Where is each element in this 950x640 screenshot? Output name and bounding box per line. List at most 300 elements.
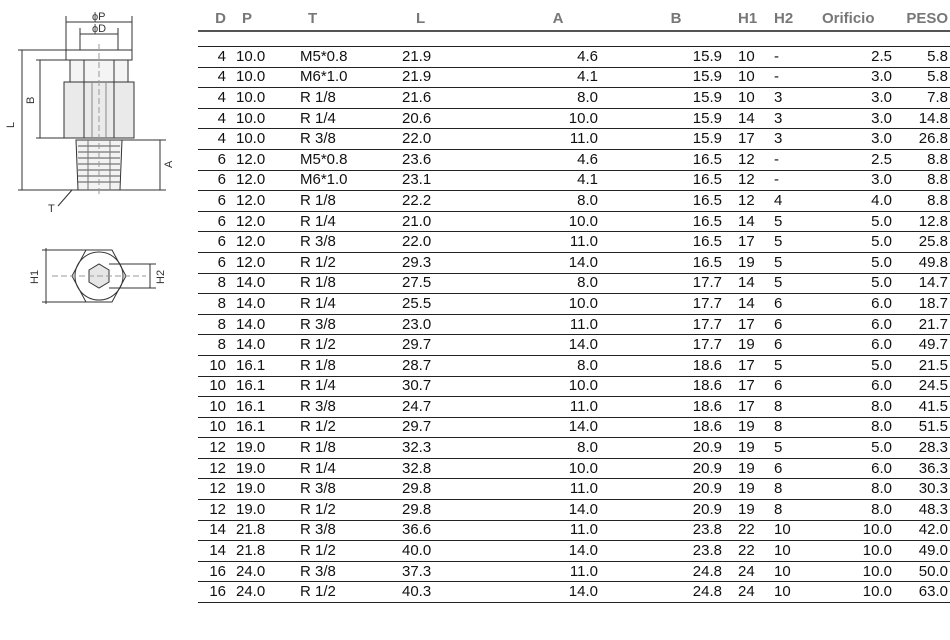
- cell-h1: 19: [724, 479, 770, 500]
- cell-a: 11.0: [488, 129, 600, 150]
- cell-b: 18.6: [600, 376, 724, 397]
- cell-l: 29.3: [390, 252, 488, 273]
- cell-h2: 5: [770, 438, 816, 459]
- dim-t-label: T: [48, 203, 55, 215]
- col-header-d: D: [198, 0, 228, 31]
- cell-t: R 1/2: [294, 335, 390, 356]
- cell-b: 20.9: [600, 458, 724, 479]
- cell-d: 16: [198, 582, 228, 603]
- cell-t: R 3/8: [294, 479, 390, 500]
- cell-orificio: 5.0: [816, 355, 894, 376]
- cell-p: 19.0: [228, 479, 294, 500]
- cell-l: 21.6: [390, 88, 488, 109]
- cell-t: R 1/8: [294, 355, 390, 376]
- dimensions-table: [198, 0, 950, 603]
- cell-p: 12.0: [228, 232, 294, 253]
- cell-p: 21.8: [228, 520, 294, 541]
- cell-orificio: 10.0: [816, 520, 894, 541]
- cell-l: 32.3: [390, 438, 488, 459]
- cell-orificio: 5.0: [816, 438, 894, 459]
- cell-t: R 1/4: [294, 294, 390, 315]
- cell-t: M6*1.0: [294, 170, 390, 191]
- cell-d: 16: [198, 561, 228, 582]
- cell-d: 12: [198, 500, 228, 521]
- table-row: [198, 500, 950, 521]
- cell-b: 23.8: [600, 520, 724, 541]
- cell-p: 10.0: [228, 47, 294, 68]
- cell-d: 4: [198, 67, 228, 88]
- cell-orificio: 6.0: [816, 458, 894, 479]
- cell-t: R 1/8: [294, 191, 390, 212]
- cell-l: 24.7: [390, 397, 488, 418]
- cell-b: 18.6: [600, 355, 724, 376]
- cell-d: 10: [198, 417, 228, 438]
- cell-h2: -: [770, 47, 816, 68]
- cell-h2: 10: [770, 582, 816, 603]
- dimensions-table-wrapper: [198, 0, 948, 603]
- table-row: [198, 47, 950, 68]
- cell-h1: 19: [724, 417, 770, 438]
- cell-t: R 1/2: [294, 417, 390, 438]
- cell-peso: 12.8: [894, 211, 950, 232]
- cell-h2: 5: [770, 355, 816, 376]
- cell-peso: 5.8: [894, 47, 950, 68]
- cell-peso: 21.5: [894, 355, 950, 376]
- cell-t: R 1/8: [294, 273, 390, 294]
- cell-b: 16.5: [600, 252, 724, 273]
- cell-p: 10.0: [228, 67, 294, 88]
- cell-peso: 63.0: [894, 582, 950, 603]
- cell-d: 10: [198, 376, 228, 397]
- cell-b: 17.7: [600, 273, 724, 294]
- cell-h2: 10: [770, 541, 816, 562]
- table-row: [198, 397, 950, 418]
- cell-peso: 36.3: [894, 458, 950, 479]
- cell-h1: 14: [724, 294, 770, 315]
- table-row: [198, 108, 950, 129]
- cell-h2: 5: [770, 232, 816, 253]
- cell-orificio: 6.0: [816, 335, 894, 356]
- cell-d: 10: [198, 397, 228, 418]
- table-row: [198, 417, 950, 438]
- cell-h2: 3: [770, 129, 816, 150]
- col-header-orificio: Orificio: [816, 0, 894, 31]
- cell-h2: 8: [770, 417, 816, 438]
- cell-peso: 26.8: [894, 129, 950, 150]
- table-row: [198, 273, 950, 294]
- cell-orificio: 8.0: [816, 397, 894, 418]
- col-header-t: T: [294, 0, 390, 31]
- cell-d: 12: [198, 458, 228, 479]
- cell-d: 10: [198, 355, 228, 376]
- cell-p: 14.0: [228, 294, 294, 315]
- cell-h2: 8: [770, 397, 816, 418]
- cell-h2: 6: [770, 294, 816, 315]
- cell-p: 19.0: [228, 458, 294, 479]
- cell-t: R 1/8: [294, 438, 390, 459]
- cell-peso: 41.5: [894, 397, 950, 418]
- cell-d: 4: [198, 129, 228, 150]
- cell-b: 20.9: [600, 500, 724, 521]
- table-row: [198, 458, 950, 479]
- cell-h2: 6: [770, 376, 816, 397]
- cell-orificio: 8.0: [816, 500, 894, 521]
- cell-orificio: 10.0: [816, 561, 894, 582]
- cell-h1: 19: [724, 335, 770, 356]
- cell-p: 16.1: [228, 376, 294, 397]
- cell-orificio: 5.0: [816, 252, 894, 273]
- cell-l: 23.1: [390, 170, 488, 191]
- table-row: [198, 479, 950, 500]
- cell-peso: 42.0: [894, 520, 950, 541]
- cell-peso: 30.3: [894, 479, 950, 500]
- cell-b: 17.7: [600, 335, 724, 356]
- cell-d: 4: [198, 47, 228, 68]
- cell-a: 10.0: [488, 458, 600, 479]
- cell-a: 4.1: [488, 170, 600, 191]
- cell-p: 10.0: [228, 129, 294, 150]
- cell-b: 20.9: [600, 438, 724, 459]
- cell-peso: 8.8: [894, 191, 950, 212]
- cell-p: 10.0: [228, 108, 294, 129]
- cell-orificio: 3.0: [816, 170, 894, 191]
- cell-p: 24.0: [228, 561, 294, 582]
- cell-d: 14: [198, 541, 228, 562]
- table-row: [198, 129, 950, 150]
- table-row: [198, 582, 950, 603]
- cell-t: R 1/2: [294, 252, 390, 273]
- cell-a: 4.1: [488, 67, 600, 88]
- cell-p: 24.0: [228, 582, 294, 603]
- cell-b: 16.5: [600, 232, 724, 253]
- cell-d: 4: [198, 88, 228, 109]
- cell-l: 27.5: [390, 273, 488, 294]
- cell-orificio: 4.0: [816, 191, 894, 212]
- dim-phi-d-label: ϕD: [92, 23, 107, 35]
- cell-p: 14.0: [228, 314, 294, 335]
- cell-h1: 17: [724, 232, 770, 253]
- table-row: [198, 335, 950, 356]
- cell-l: 29.7: [390, 417, 488, 438]
- cell-orificio: 2.5: [816, 149, 894, 170]
- cell-a: 14.0: [488, 335, 600, 356]
- cell-orificio: 5.0: [816, 232, 894, 253]
- cell-h2: 5: [770, 273, 816, 294]
- table-row: [198, 520, 950, 541]
- col-header-p: P: [228, 0, 294, 31]
- cell-a: 4.6: [488, 47, 600, 68]
- cell-h1: 24: [724, 561, 770, 582]
- cell-l: 25.5: [390, 294, 488, 315]
- cell-p: 12.0: [228, 149, 294, 170]
- cell-d: 6: [198, 149, 228, 170]
- cell-h2: 6: [770, 458, 816, 479]
- cell-l: 22.0: [390, 232, 488, 253]
- cell-h1: 17: [724, 397, 770, 418]
- cell-h1: 12: [724, 191, 770, 212]
- cell-p: 14.0: [228, 273, 294, 294]
- cell-b: 17.7: [600, 294, 724, 315]
- cell-orificio: 5.0: [816, 211, 894, 232]
- cell-t: R 3/8: [294, 314, 390, 335]
- col-header-h2: H2: [770, 0, 816, 31]
- cell-peso: 8.8: [894, 149, 950, 170]
- cell-a: 14.0: [488, 541, 600, 562]
- table-row: [198, 294, 950, 315]
- dim-h2-label: H2: [155, 269, 167, 284]
- cell-peso: 18.7: [894, 294, 950, 315]
- cell-peso: 25.8: [894, 232, 950, 253]
- cell-d: 6: [198, 170, 228, 191]
- dim-l-label: L: [5, 121, 17, 128]
- cell-t: R 3/8: [294, 129, 390, 150]
- cell-h1: 19: [724, 458, 770, 479]
- cell-d: 8: [198, 314, 228, 335]
- cell-l: 21.9: [390, 47, 488, 68]
- cell-b: 15.9: [600, 108, 724, 129]
- cell-a: 8.0: [488, 88, 600, 109]
- table-row: [198, 314, 950, 335]
- cell-h2: 6: [770, 314, 816, 335]
- cell-h2: 3: [770, 108, 816, 129]
- cell-peso: 51.5: [894, 417, 950, 438]
- fitting-drawing: [0, 0, 200, 640]
- cell-b: 15.9: [600, 67, 724, 88]
- cell-a: 11.0: [488, 232, 600, 253]
- table-body: [198, 31, 950, 603]
- cell-h1: 22: [724, 541, 770, 562]
- table-spacer-row: [198, 31, 950, 47]
- cell-b: 15.9: [600, 129, 724, 150]
- cell-b: 16.5: [600, 191, 724, 212]
- cell-peso: 21.7: [894, 314, 950, 335]
- cell-l: 23.0: [390, 314, 488, 335]
- cell-a: 14.0: [488, 582, 600, 603]
- cell-l: 40.3: [390, 582, 488, 603]
- cell-d: 8: [198, 273, 228, 294]
- cell-orificio: 2.5: [816, 47, 894, 68]
- cell-a: 14.0: [488, 417, 600, 438]
- cell-h1: 10: [724, 88, 770, 109]
- cell-p: 10.0: [228, 88, 294, 109]
- cell-orificio: 3.0: [816, 108, 894, 129]
- col-header-peso: PESO: [894, 0, 950, 31]
- table-row: [198, 232, 950, 253]
- cell-orificio: 8.0: [816, 479, 894, 500]
- cell-h1: 19: [724, 438, 770, 459]
- cell-l: 29.8: [390, 479, 488, 500]
- cell-p: 12.0: [228, 211, 294, 232]
- cell-h1: 19: [724, 252, 770, 273]
- cell-p: 21.8: [228, 541, 294, 562]
- cell-d: 6: [198, 211, 228, 232]
- cell-t: M5*0.8: [294, 149, 390, 170]
- cell-p: 12.0: [228, 191, 294, 212]
- cell-peso: 49.8: [894, 252, 950, 273]
- cell-peso: 14.7: [894, 273, 950, 294]
- col-header-a: A: [488, 0, 600, 31]
- cell-d: 14: [198, 520, 228, 541]
- cell-l: 20.6: [390, 108, 488, 129]
- cell-p: 16.1: [228, 355, 294, 376]
- cell-orificio: 6.0: [816, 294, 894, 315]
- col-header-b: B: [600, 0, 724, 31]
- cell-l: 30.7: [390, 376, 488, 397]
- table-row: [198, 211, 950, 232]
- cell-t: R 3/8: [294, 232, 390, 253]
- table-row: [198, 355, 950, 376]
- cell-b: 24.8: [600, 582, 724, 603]
- cell-d: 6: [198, 191, 228, 212]
- cell-p: 16.1: [228, 397, 294, 418]
- cell-l: 28.7: [390, 355, 488, 376]
- cell-d: 6: [198, 232, 228, 253]
- cell-h2: -: [770, 170, 816, 191]
- cell-l: 29.8: [390, 500, 488, 521]
- table-row: [198, 252, 950, 273]
- cell-t: R 1/4: [294, 108, 390, 129]
- cell-b: 18.6: [600, 397, 724, 418]
- cell-a: 11.0: [488, 479, 600, 500]
- cell-l: 23.6: [390, 149, 488, 170]
- cell-p: 16.1: [228, 417, 294, 438]
- cell-h2: -: [770, 67, 816, 88]
- cell-p: 19.0: [228, 500, 294, 521]
- cell-a: 11.0: [488, 314, 600, 335]
- cell-t: R 3/8: [294, 397, 390, 418]
- cell-peso: 8.8: [894, 170, 950, 191]
- cell-t: R 1/4: [294, 376, 390, 397]
- cell-b: 24.8: [600, 561, 724, 582]
- cell-a: 14.0: [488, 252, 600, 273]
- cell-h1: 10: [724, 67, 770, 88]
- cell-orificio: 3.0: [816, 88, 894, 109]
- cell-a: 14.0: [488, 500, 600, 521]
- table-row: [198, 149, 950, 170]
- cell-b: 16.5: [600, 211, 724, 232]
- cell-h1: 17: [724, 314, 770, 335]
- dim-h1-label: H1: [29, 269, 41, 284]
- table-row: [198, 561, 950, 582]
- cell-t: R 1/8: [294, 88, 390, 109]
- cell-peso: 24.5: [894, 376, 950, 397]
- cell-h1: 12: [724, 170, 770, 191]
- cell-orificio: 3.0: [816, 129, 894, 150]
- cell-l: 36.6: [390, 520, 488, 541]
- cell-d: 8: [198, 294, 228, 315]
- cell-peso: 49.7: [894, 335, 950, 356]
- cell-h2: 5: [770, 211, 816, 232]
- cell-b: 20.9: [600, 479, 724, 500]
- cell-t: R 1/2: [294, 500, 390, 521]
- cell-p: 12.0: [228, 170, 294, 191]
- cell-a: 8.0: [488, 273, 600, 294]
- cell-orificio: 8.0: [816, 417, 894, 438]
- cell-orificio: 10.0: [816, 541, 894, 562]
- table-row: [198, 191, 950, 212]
- cell-peso: 5.8: [894, 67, 950, 88]
- cell-t: R 1/2: [294, 582, 390, 603]
- cell-b: 17.7: [600, 314, 724, 335]
- cell-d: 6: [198, 252, 228, 273]
- cell-h2: 6: [770, 335, 816, 356]
- cell-l: 21.9: [390, 67, 488, 88]
- cell-a: 11.0: [488, 520, 600, 541]
- col-header-h1: H1: [724, 0, 770, 31]
- table-row: [198, 170, 950, 191]
- table-row: [198, 88, 950, 109]
- cell-b: 18.6: [600, 417, 724, 438]
- cell-a: 10.0: [488, 211, 600, 232]
- cell-l: 29.7: [390, 335, 488, 356]
- cell-h1: 19: [724, 500, 770, 521]
- cell-a: 10.0: [488, 108, 600, 129]
- cell-h1: 10: [724, 47, 770, 68]
- cell-a: 8.0: [488, 438, 600, 459]
- cell-orificio: 6.0: [816, 314, 894, 335]
- cell-b: 16.5: [600, 170, 724, 191]
- cell-h1: 14: [724, 108, 770, 129]
- cell-t: R 3/8: [294, 520, 390, 541]
- cell-h1: 24: [724, 582, 770, 603]
- cell-l: 21.0: [390, 211, 488, 232]
- table-row: [198, 541, 950, 562]
- cell-t: M6*1.0: [294, 67, 390, 88]
- cell-h2: 10: [770, 561, 816, 582]
- cell-t: R 1/4: [294, 211, 390, 232]
- cell-d: 12: [198, 438, 228, 459]
- cell-l: 22.2: [390, 191, 488, 212]
- cell-a: 8.0: [488, 355, 600, 376]
- cell-t: M5*0.8: [294, 47, 390, 68]
- cell-orificio: 6.0: [816, 376, 894, 397]
- cell-a: 11.0: [488, 561, 600, 582]
- cell-peso: 7.8: [894, 88, 950, 109]
- cell-b: 16.5: [600, 149, 724, 170]
- cell-p: 12.0: [228, 252, 294, 273]
- cell-t: R 1/2: [294, 541, 390, 562]
- cell-h2: 8: [770, 500, 816, 521]
- cell-h1: 17: [724, 376, 770, 397]
- cell-a: 11.0: [488, 397, 600, 418]
- cell-h2: 8: [770, 479, 816, 500]
- cell-h1: 14: [724, 273, 770, 294]
- cell-b: 23.8: [600, 541, 724, 562]
- dim-a-label: A: [163, 160, 175, 168]
- col-header-l: L: [390, 0, 488, 31]
- cell-peso: 48.3: [894, 500, 950, 521]
- table-header-row: [198, 0, 950, 31]
- cell-d: 4: [198, 108, 228, 129]
- cell-peso: 49.0: [894, 541, 950, 562]
- cell-a: 10.0: [488, 294, 600, 315]
- cell-peso: 50.0: [894, 561, 950, 582]
- table-row: [198, 376, 950, 397]
- cell-h2: 10: [770, 520, 816, 541]
- cell-h1: 14: [724, 211, 770, 232]
- cell-a: 10.0: [488, 376, 600, 397]
- cell-a: 4.6: [488, 149, 600, 170]
- cell-b: 15.9: [600, 47, 724, 68]
- cell-h2: 3: [770, 88, 816, 109]
- cell-d: 8: [198, 335, 228, 356]
- cell-peso: 28.3: [894, 438, 950, 459]
- cell-h1: 17: [724, 355, 770, 376]
- dim-phi-p-label: ϕP: [92, 11, 106, 23]
- cell-t: R 1/4: [294, 458, 390, 479]
- cell-h1: 22: [724, 520, 770, 541]
- cell-h2: 5: [770, 252, 816, 273]
